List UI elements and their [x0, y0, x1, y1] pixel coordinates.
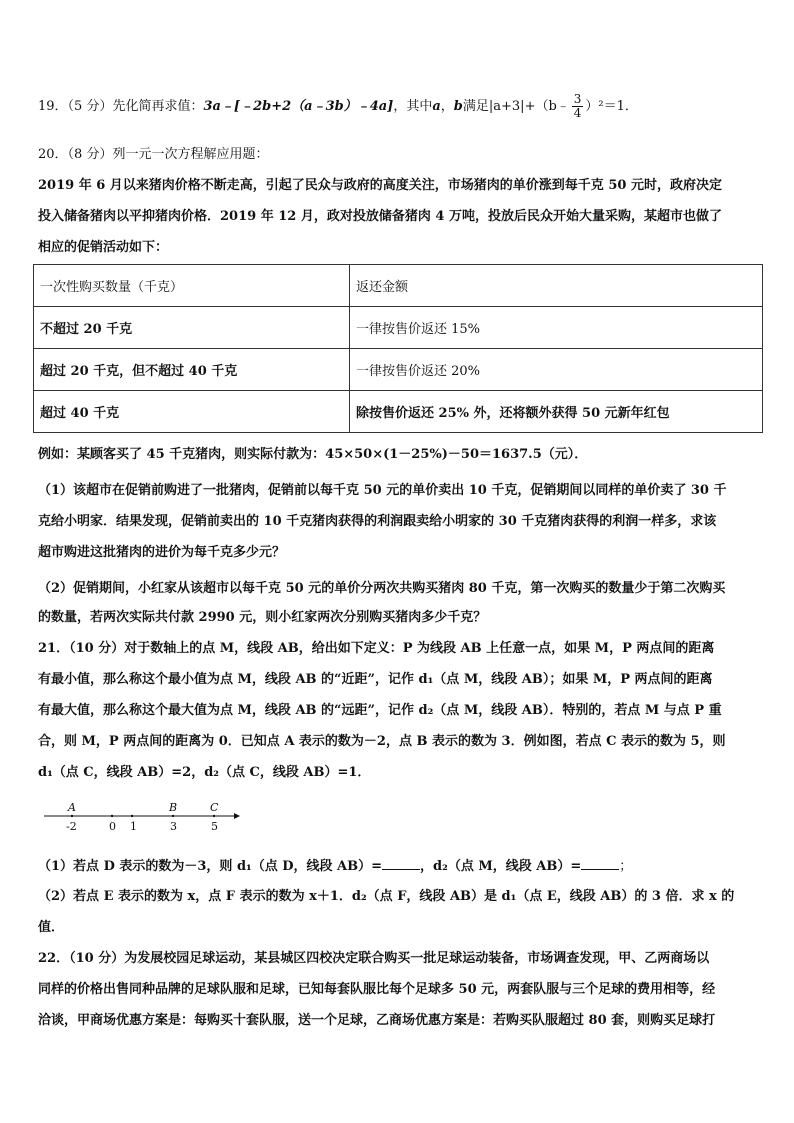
point-a-label: A [68, 801, 76, 814]
q21-sub1-end: ； [619, 859, 633, 874]
q19-frac-den: 4 [573, 106, 582, 120]
q19-fraction [572, 93, 584, 120]
q20-example: 例如：某顾客买了 45 千克猪肉，则实际付款为：45×50×(1－25%)－50＝1637.5（元）． [38, 447, 588, 462]
q19-condition-end: ）²＝1． [585, 99, 638, 114]
q21-sub2-line1: （2）若点 E 表示的数为 x，点 F 表示的数为 x＋1．d₂（点 F，线段 AB）是 d₁（点 E，线段 AB）的 3 倍．求 x 的 [38, 889, 735, 904]
table-row [34, 349, 763, 391]
tick-label: 1 [130, 820, 137, 833]
q21-sub1 [38, 857, 762, 876]
table-cell: 一律按售价返还 15% [350, 307, 763, 349]
point-zero-dot [111, 815, 113, 817]
q20-paragraph-1: 2019 年 6 月以来猪肉价格不断走高，引起了民众与政府的高度关注，市场猪肉的单价涨到每千克 50 元时，政府决定 [38, 178, 722, 193]
q20-sub1-line2: 克给小明家．结果发现，促销前卖出的 10 千克猪肉获得的利润跟卖给小明家的 30 千克猪肉获得的利润一样多，求该 [38, 514, 717, 529]
answer-blank [382, 857, 420, 870]
q21-line5: d₁（点 C，线段 AB）=2，d₂（点 C，线段 AB）=1． [38, 765, 371, 780]
q20-sub1-line3: 超市购进这批猪肉的进价为每千克多少元？ [38, 545, 286, 560]
point-c-label: C [210, 801, 219, 814]
q20-sub1-line1: （1）该超市在促销前购进了一批猪肉，促销前以每千克 50 元的单价卖出 10 千克，促销期间以同样的单价卖了 30 千 [38, 483, 727, 498]
question-19 [38, 93, 762, 120]
q20-heading: 20．（8 分）列一元一次方程解应用题： [38, 147, 269, 162]
q19-frac-num: 3 [573, 92, 582, 106]
point-b-label: B [169, 801, 178, 814]
q19-expression: 3a﹣[﹣2b+2（a﹣3b）﹣4a] [203, 99, 394, 114]
q19-var-a: a [432, 99, 441, 114]
tick-label: 5 [211, 820, 218, 833]
number-line [40, 800, 240, 840]
q21-sub2-line2: 值． [38, 920, 65, 935]
q22-line3: 洽谈，甲商场优惠方案是：每购买十套队服，送一个足球，乙商场优惠方案是：若购买队服超过 80 套，则购买足球打 [38, 1013, 716, 1028]
q20-paragraph-3: 相应的促销活动如下： [38, 240, 169, 255]
q21-line2: 有最小值，那么称这个最小值为点 M，线段 AB 的“近距”，记作 d₁（点 M，线段 AB）；如果 M，P 两点间的距离 [38, 672, 713, 687]
table-header-row [34, 265, 763, 307]
table-cell: 超过 20 千克，但不超过 40 千克 [34, 349, 350, 391]
q21-line1: 21．（10 分）对于数轴上的点 M，线段 AB，给出如下定义：P 为线段 AB 上任意一点，如果 M，P 两点间的距离 [38, 641, 715, 656]
point-b-dot [172, 815, 174, 817]
table-header: 返还金额 [350, 265, 763, 307]
point-a-dot [71, 815, 73, 817]
table-cell: 不超过 20 千克 [34, 307, 350, 349]
q19-heading: 19．（5 分）先化简再求值： [38, 99, 204, 114]
q21-line4: 合，则 M，P 两点间的距离为 0．已知点 A 表示的数为－2，点 B 表示的数为 3．例如图，若点 C 表示的数为 5，则 [38, 734, 726, 749]
table-row [34, 307, 763, 349]
table-cell: 一律按售价返还 20% [350, 349, 763, 391]
q22-line2: 同样的价格出售同种品牌的足球队服和足球，已知每套队服比每个足球多 50 元，两套队服与三个足球的费用相等，经 [38, 982, 716, 997]
table-row [34, 391, 763, 433]
arrow-right-icon [234, 813, 240, 819]
q21-line3: 有最大值，那么称这个最大值为点 M，线段 AB 的“远距”，记作 d₂（点 M，线段 AB）．特别的，若点 M 与点 P 重 [38, 703, 722, 718]
q21-sub1-part1: （1）若点 D 表示的数为－3，则 d₁（点 D，线段 AB）= [38, 859, 383, 874]
tick-label: 0 [109, 820, 116, 833]
promotion-table [33, 264, 763, 433]
point-one-dot [131, 815, 133, 817]
table-header: 一次性购买数量（千克） [34, 265, 350, 307]
answer-blank [581, 857, 619, 870]
tick-label: -2 [66, 820, 77, 833]
point-c-dot [213, 815, 215, 817]
q20-sub2-line1: （2）促销期间，小红家从该超市以每千克 50 元的单价分两次共购买猪肉 80 千克，第一次购买的数量少于第二次购买 [38, 581, 726, 596]
table-cell: 超过 40 千克 [34, 391, 350, 433]
q19-var-b: b [453, 99, 463, 114]
q21-sub1-part2: ，d₂（点 M，线段 AB）= [420, 859, 582, 874]
tick-label: 3 [170, 820, 177, 833]
q19-condition: 满足|a+3|+（b﹣ [462, 99, 570, 114]
q20-paragraph-2: 投入储备猪肉以平抑猪肉价格．2019 年 12 月，政对投放储备猪肉 4 万吨，投放后民众开始大量采购，某超市也做了 [38, 209, 722, 224]
q19-text: ，其中 [393, 99, 433, 114]
q19-comma: ， [440, 99, 454, 114]
q22-line1: 22．（10 分）为发展校园足球运动，某县城区四校决定联合购买一批足球运动装备，市场调查发现，甲、乙两商场以 [38, 951, 710, 966]
table-cell: 除按售价返还 25% 外，还将额外获得 50 元新年红包 [350, 391, 763, 433]
q20-sub2-line2: 的数量，若两次实际共付款 2990 元，则小红家两次分别购买猪肉多少千克？ [38, 610, 487, 625]
